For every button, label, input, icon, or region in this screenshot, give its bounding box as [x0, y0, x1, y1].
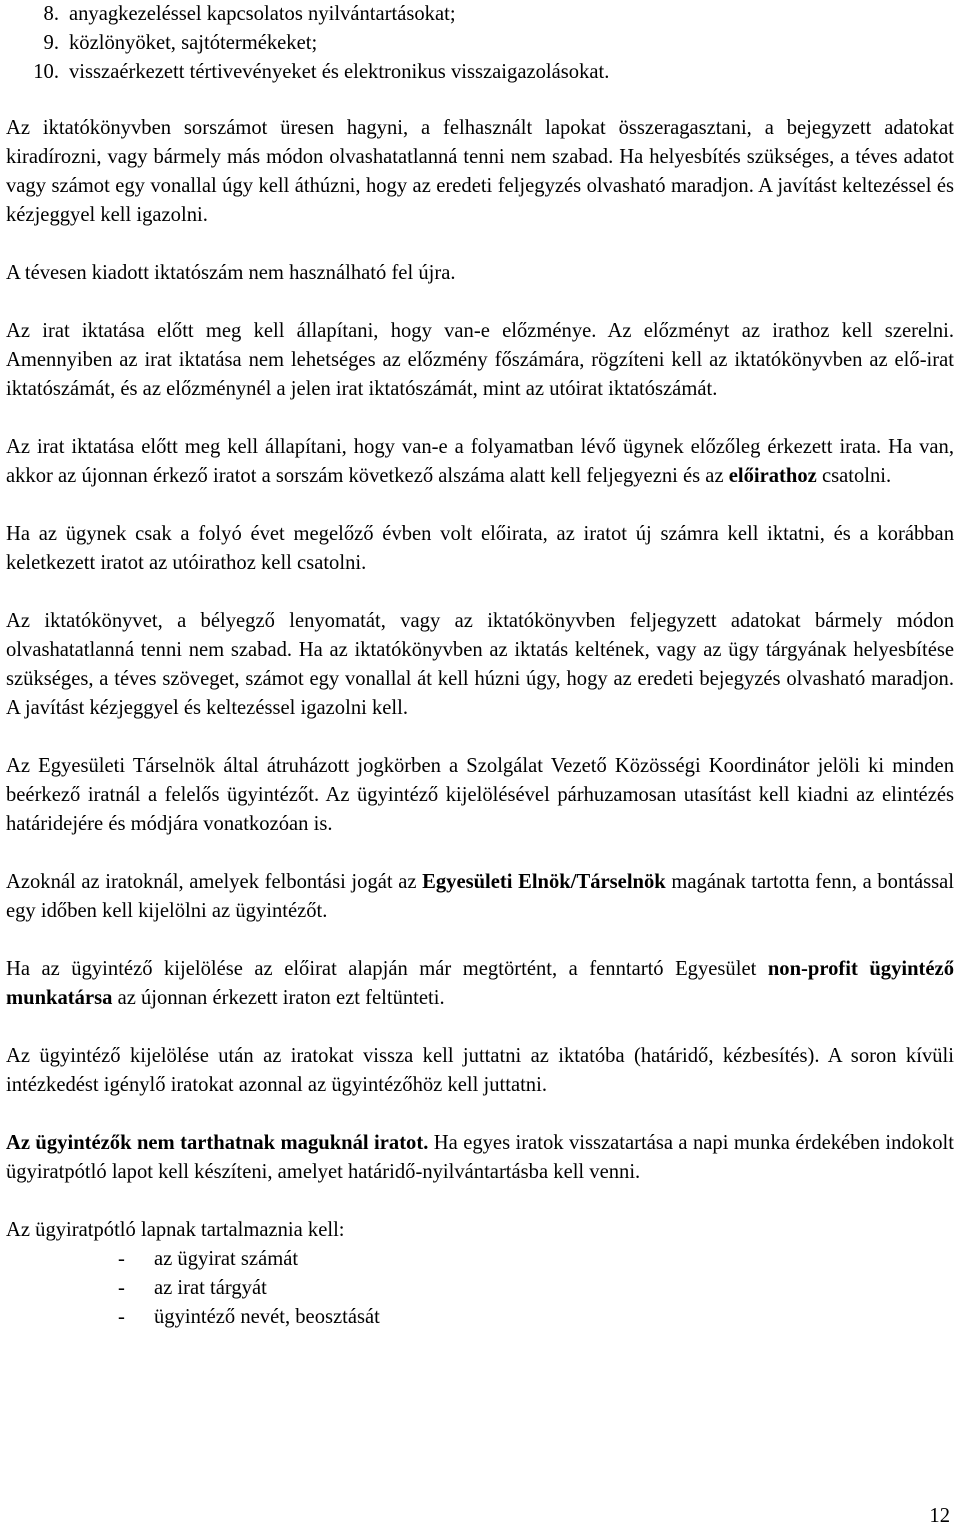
bold-text: Az ügyintézők nem tarthatnak maguknál iratot.: [6, 1132, 429, 1154]
list-text: visszaérkezett tértivevényeket és elektronikus visszaigazolásokat.: [69, 61, 610, 83]
list-item: [6, 1245, 954, 1274]
paragraph-eloirat: [6, 433, 954, 491]
text-run: magának tartotta fenn, a bontással egy időben kell kijelölni az ügyintézőt.: [6, 871, 954, 922]
list-dash: -: [118, 1306, 125, 1328]
page-content: [6, 0, 954, 1332]
paragraph-elozo-ev: Ha az ügynek csak a folyó évet megelőző évben volt előirata, az iratot új számra kell iktatni, és a korábban keletkezett iratot az utóirathoz kell csatolni.: [6, 523, 954, 574]
paragraph-ugyintezo-kijelolese: Az Egyesületi Társelnök által átruházott jogkörben a Szolgálat Vezető Közösségi Koordinátor jelöli ki minden beérkező iratnál a felelős ügyintézőt. Az ügyintéző kijelölésével párhuzamosan utasítást kell kiadni az elintézés határidejére és módjára vonatkozóan is.: [6, 755, 954, 835]
bold-text: előirathoz: [728, 465, 817, 487]
list-number: 10.: [33, 61, 59, 83]
paragraph-visszajuttatas: Az ügyintéző kijelölése után az iratokat vissza kell juttatni az iktatóba (határidő, kézbesítés). A soron kívüli intézkedést igénylő iratokat azonnal az ügyintézőhöz kell juttatni.: [6, 1045, 954, 1096]
list-item: [6, 29, 954, 58]
paragraph-felbontasi-jog: [6, 868, 954, 926]
dash-list: [6, 1245, 954, 1332]
bold-text: non-profit ügyintéző munkatársa: [6, 958, 954, 1009]
page-number: 12: [929, 1505, 950, 1527]
list-text: az irat tárgyát: [154, 1277, 267, 1299]
list-number: 8.: [43, 3, 59, 25]
list-number: 9.: [43, 32, 59, 54]
list-item: [6, 1303, 954, 1332]
list-dash: -: [118, 1248, 125, 1270]
paragraph-belyegzo: Az iktatókönyvet, a bélyegző lenyomatát, vagy az iktatókönyvben feljegyzett adatokat bármely módon olvashatatlanná tenni nem szabad. Ha az iktatókönyvben az iktatás keltének, vagy az ügy tárgyának helyesbítése szükséges, a téves szöveget, számot egy vonallal át kell húzni úgy, hogy az eredeti bejegyzés olvasható maradjon. A javítást kézjeggyel és keltezéssel igazolni kell.: [6, 610, 954, 719]
list-item: [6, 58, 954, 87]
paragraph-iktatokonyv-javitas: Az iktatókönyvben sorszámot üresen hagyni, a felhasznált lapokat összeragasztani, a bejegyzett adatokat kiradírozni, vagy bármely más módon olvashatatlanná tenni nem szabad. Ha helyesbítés szükséges, a téves adatot vagy számot egy vonallal úgy kell áthúzni, hogy az eredeti feljegyzés olvasható maradjon. A javítást keltezéssel és kézjeggyel kell igazolni.: [6, 117, 954, 226]
bold-text: Egyesületi Elnök/Társelnök: [422, 871, 666, 893]
text-run: Azoknál az iratoknál, amelyek felbontási jogát az: [6, 871, 423, 893]
text-run: Az irat iktatása előtt meg kell állapítani, hogy van-e a folyamatban lévő ügynek előzőleg érkezett irata. Ha van, akkor az újonnan érkező iratot a sorszám következő alszáma alatt kell feljegyezni és az: [6, 436, 954, 487]
paragraph-elozmeny: Az irat iktatása előtt meg kell állapítani, hogy van-e előzménye. Az előzményt az irathoz kell szerelni. Amennyiben az irat iktatása nem lehetséges az előzmény főszámára, rögzíteni kell az iktatókönyvben az elő-irat iktatószámát, és az előzménynél a jelen irat iktatószámát, mint az utóirat iktatószámát.: [6, 320, 954, 400]
list-dash: -: [118, 1277, 125, 1299]
list-text: közlönyöket, sajtótermékeket;: [69, 32, 318, 54]
paragraph-teves-iktatoszam: A tévesen kiadott iktatószám nem használható fel újra.: [6, 262, 456, 284]
list-item: [6, 1274, 954, 1303]
list-text: az ügyirat számát: [154, 1248, 299, 1270]
text-run: az újonnan érkezett iraton ezt feltünteti.: [112, 987, 445, 1009]
text-run: Ha egyes iratok visszatartása a napi munka érdekében indokolt ügyiratpótló lapot kell készíteni, amelyet határidő-nyilvántartásba kell venni.: [6, 1132, 954, 1183]
list-text: anyagkezeléssel kapcsolatos nyilvántartásokat;: [69, 3, 456, 25]
text-run: csatolni.: [816, 465, 892, 487]
list-item: [6, 0, 954, 29]
paragraph-ugyiratpotlo: Az ügyiratpótló lapnak tartalmaznia kell:: [6, 1219, 345, 1241]
numbered-list: [6, 0, 954, 87]
paragraph-nonprofit-munkatars: [6, 955, 954, 1013]
paragraph-iratok-visszatartasa: [6, 1129, 954, 1187]
text-run: Ha az ügyintéző kijelölése az előirat alapján már megtörtént, a fenntartó Egyesület: [6, 958, 768, 980]
list-text: ügyintéző nevét, beosztását: [154, 1306, 380, 1328]
